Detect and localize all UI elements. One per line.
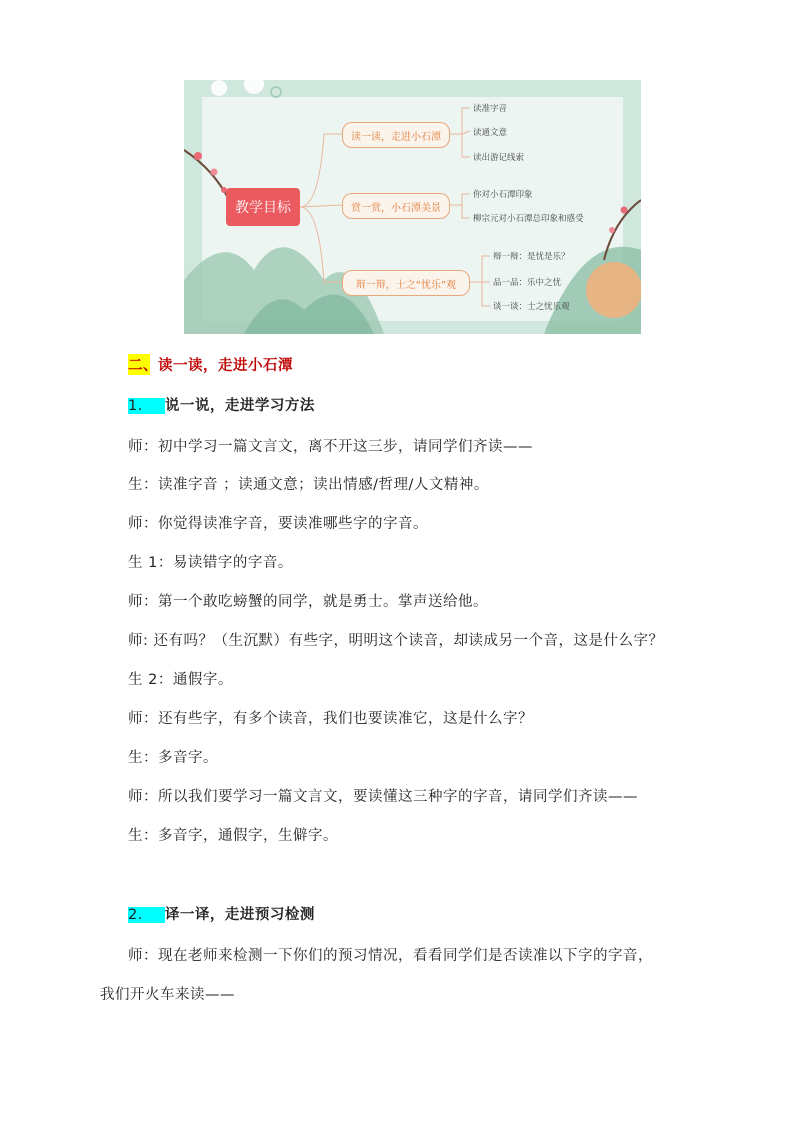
subheading-number: 1. — [128, 398, 165, 414]
mindmap-leaf: 柳宗元对小石潭总印象和感受 — [473, 214, 584, 224]
section-heading: 二、读一读，走进小石潭 — [128, 354, 293, 375]
mindmap-leaf: 读准字音 — [473, 104, 508, 114]
dialogue-line: 师：初中学习一篇文言文，离不开这三步，请同学们齐读—— — [128, 439, 533, 455]
mindmap-root: 教学目标 — [226, 188, 300, 226]
dialogue-line: 师：所以我们要学习一篇文言文，要读懂这三种字的字音，请同学们齐读—— — [128, 789, 638, 805]
dialogue-line: 师: 还有吗？（生沉默）有些字，明明这个读音，却读成另一个音，这是什么字？ — [128, 633, 664, 649]
dialogue-line: 师：还有些字，有多个读音，我们也要读准它，这是什么字？ — [128, 711, 533, 727]
mindmap-leaf: 辩一辩：是忧是乐？ — [493, 252, 570, 262]
dialogue-line: 师：你觉得读准字音，要读准哪些字的字音。 — [128, 516, 428, 532]
mindmap-leaf: 读出游记线索 — [473, 153, 525, 163]
dialogue-line: 师：现在老师来检测一下你们的预习情况，看看同学们是否读准以下字的字音， — [128, 948, 653, 964]
mindmap-branch-1: 读一读，走进小石潭 — [342, 122, 450, 148]
dialogue-line: 生 2：通假字。 — [128, 672, 233, 688]
subheading-title: 译一译，走进预习检测 — [164, 907, 315, 923]
dialogue-line: 生 1：易读错字的字音。 — [128, 555, 293, 571]
mindmap-leaf: 你对小石潭印象 — [473, 190, 533, 200]
subheading-title: 说一说，走进学习方法 — [164, 398, 315, 414]
mindmap-leaf: 读通文意 — [473, 128, 508, 138]
dialogue-line: 生：多音字，通假字，生僻字。 — [128, 828, 338, 844]
dialogue-line: 师：第一个敢吃螃蟹的同学，就是勇士。掌声送给他。 — [128, 594, 488, 610]
mindmap-branch-3: 辩一辩，士之“忧乐”观 — [342, 270, 470, 296]
mindmap-leaf: 谈一谈：士之忧乐观 — [493, 302, 570, 312]
mindmap-slide — [184, 80, 641, 334]
dialogue-line: 我们开火车来读—— — [100, 987, 235, 1003]
subheading-2 — [128, 903, 315, 924]
mindmap-branch-2: 赏一赏，小石潭美景 — [342, 193, 450, 219]
subheading-number: 2. — [128, 907, 165, 923]
subheading-1 — [128, 394, 315, 415]
dialogue-line: 生：读准字音 ；读通文意；读出情感/哲理/人文精神。 — [128, 477, 489, 493]
dialogue-line: 生：多音字。 — [128, 750, 218, 766]
mindmap-leaf: 品一品：乐中之忧 — [493, 278, 562, 288]
